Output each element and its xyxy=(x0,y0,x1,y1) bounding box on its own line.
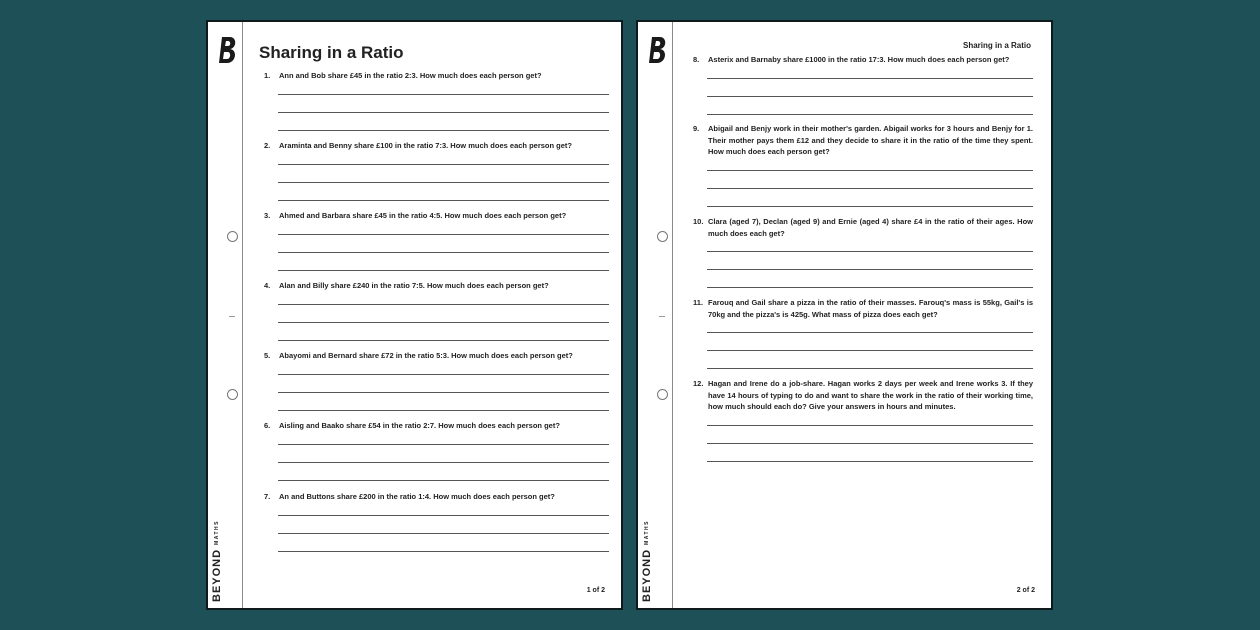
question-item xyxy=(264,70,609,131)
question-text: Araminta and Benny share £100 in the ratio 7:3. How much does each person get? xyxy=(279,141,572,150)
worksheet-page-1 xyxy=(206,20,623,610)
brand-sub-text: MATHS xyxy=(214,520,220,545)
answer-line[interactable] xyxy=(278,252,609,253)
fold-mark xyxy=(659,316,665,317)
question-item xyxy=(264,350,609,411)
binder-hole xyxy=(657,389,668,400)
page-number: 1 of 2 xyxy=(586,587,605,594)
question-item xyxy=(264,210,609,271)
question-number: 7. xyxy=(264,492,271,501)
page-number: 2 of 2 xyxy=(1016,587,1035,594)
beyond-logo-icon xyxy=(218,36,238,64)
question-text: Clara (aged 7), Declan (aged 9) and Ernie (aged 4) share £4 in the ratio of their ages. How much does each get? xyxy=(708,217,1033,238)
answer-line[interactable] xyxy=(707,78,1033,79)
brand-main-text: BEYOND xyxy=(211,548,223,602)
answer-line[interactable] xyxy=(278,462,609,463)
question-text: Asterix and Barnaby share £1000 in the ratio 17:3. How much does each person get? xyxy=(708,55,1010,64)
answer-line[interactable] xyxy=(278,444,609,445)
answer-line[interactable] xyxy=(707,96,1033,97)
answer-line[interactable] xyxy=(278,304,609,305)
question-number: 2. xyxy=(264,141,271,150)
answer-line[interactable] xyxy=(707,443,1033,444)
question-text: Farouq and Gail share a pizza in the ratio of their masses. Farouq's mass is 55kg, Gail's is 70kg and the pizza's is 425g. What mass of pizza does each get? xyxy=(708,298,1033,319)
fold-mark xyxy=(229,316,235,317)
answer-line[interactable] xyxy=(278,94,609,95)
brand-wordmark xyxy=(211,522,251,602)
question-item xyxy=(693,216,1033,288)
question-item xyxy=(693,297,1033,369)
answer-line[interactable] xyxy=(707,251,1033,252)
answer-line[interactable] xyxy=(707,114,1033,115)
question-item xyxy=(264,420,609,481)
question-number: 10. xyxy=(693,217,704,226)
question-number: 3. xyxy=(264,211,271,220)
answer-line[interactable] xyxy=(707,170,1033,171)
answer-line[interactable] xyxy=(707,461,1033,462)
question-number: 12. xyxy=(693,379,704,388)
question-item xyxy=(264,280,609,341)
answer-line[interactable] xyxy=(278,164,609,165)
margin-line xyxy=(242,22,243,608)
question-number: 1. xyxy=(264,71,271,80)
question-item xyxy=(693,54,1033,115)
question-text: Hagan and Irene do a job-share. Hagan works 2 days per week and Irene works 3. If they have 14 hours of typing to do and want to share the work in the ratio of their working time, how much should each do? Give your answers in hours and minutes. xyxy=(708,379,1033,411)
answer-line[interactable] xyxy=(707,350,1033,351)
answer-line[interactable] xyxy=(278,392,609,393)
answer-line[interactable] xyxy=(278,551,609,552)
answer-line[interactable] xyxy=(278,200,609,201)
answer-line[interactable] xyxy=(278,533,609,534)
brand-wordmark xyxy=(641,522,681,602)
answer-line[interactable] xyxy=(278,515,609,516)
answer-line[interactable] xyxy=(278,410,609,411)
answer-line[interactable] xyxy=(278,322,609,323)
brand-main-text: BEYOND xyxy=(641,548,653,602)
question-number: 11. xyxy=(693,298,704,307)
question-text: Abayomi and Bernard share £72 in the ratio 5:3. How much does each person get? xyxy=(279,351,573,360)
question-text: Alan and Billy share £240 in the ratio 7:5. How much does each person get? xyxy=(279,281,549,290)
answer-line[interactable] xyxy=(278,130,609,131)
answer-line[interactable] xyxy=(707,287,1033,288)
answer-line[interactable] xyxy=(278,480,609,481)
answer-line[interactable] xyxy=(707,332,1033,333)
question-text: Abigail and Benjy work in their mother's garden. Abigail works for 3 hours and Benjy for 1. Their mother pays them £12 and they decide to share it in the ratio of the time they spent. How much does each person get? xyxy=(708,124,1033,156)
question-item xyxy=(264,140,609,201)
question-text: Ahmed and Barbara share £45 in the ratio 4:5. How much does each person get? xyxy=(279,211,567,220)
answer-line[interactable] xyxy=(278,182,609,183)
answer-line[interactable] xyxy=(707,425,1033,426)
answer-line[interactable] xyxy=(707,188,1033,189)
answer-line[interactable] xyxy=(278,234,609,235)
question-number: 8. xyxy=(693,55,700,64)
brand-sub-text: MATHS xyxy=(644,520,650,545)
margin-line xyxy=(672,22,673,608)
answer-line[interactable] xyxy=(278,270,609,271)
question-text: An and Buttons share £200 in the ratio 1:4. How much does each person get? xyxy=(279,492,555,501)
binder-hole xyxy=(227,231,238,242)
binder-hole xyxy=(657,231,668,242)
question-number: 6. xyxy=(264,421,271,430)
worksheet-page-2 xyxy=(636,20,1053,610)
running-header: Sharing in a Ratio xyxy=(962,41,1031,50)
question-number: 5. xyxy=(264,351,271,360)
page-title: Sharing in a Ratio xyxy=(259,43,404,62)
answer-line[interactable] xyxy=(707,206,1033,207)
question-item xyxy=(693,123,1033,207)
answer-line[interactable] xyxy=(707,368,1033,369)
answer-line[interactable] xyxy=(278,374,609,375)
question-number: 9. xyxy=(693,124,700,133)
question-text: Ann and Bob share £45 in the ratio 2:3. How much does each person get? xyxy=(279,71,542,80)
binder-hole xyxy=(227,389,238,400)
question-number: 4. xyxy=(264,281,271,290)
answer-line[interactable] xyxy=(278,340,609,341)
beyond-logo-icon xyxy=(648,36,668,64)
answer-line[interactable] xyxy=(707,269,1033,270)
question-item xyxy=(693,378,1033,462)
answer-line[interactable] xyxy=(278,112,609,113)
question-text: Aisling and Baako share £54 in the ratio 2:7. How much does each person get? xyxy=(279,421,560,430)
question-item xyxy=(264,491,609,552)
